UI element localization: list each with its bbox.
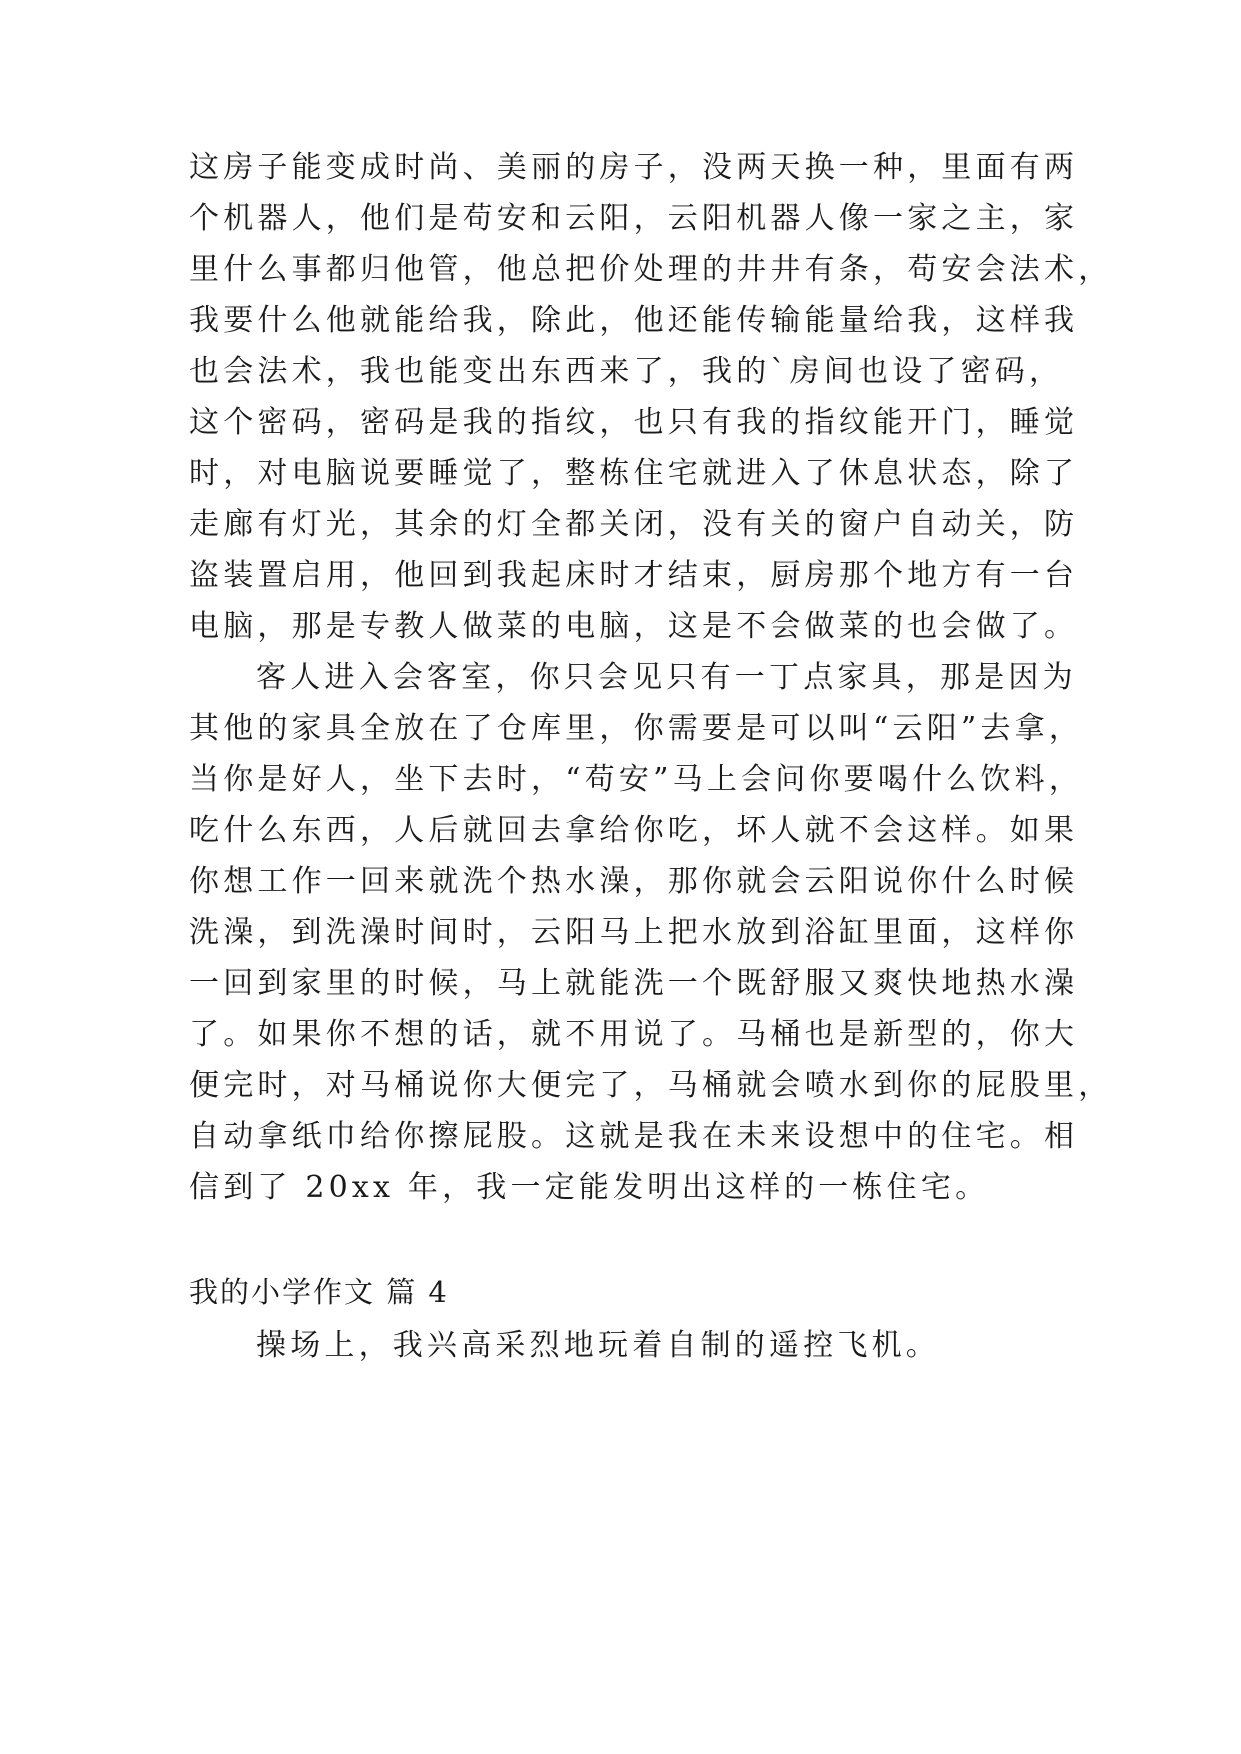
text-line: 其他的家具全放在了仓库里，你需要是可以叫“云阳”去拿， xyxy=(189,711,1084,746)
text-line: 我要什么他就能给我，除此，他还能传输能量给我，这样我 xyxy=(189,303,1079,338)
text-line: 个机器人，他们是苟安和云阳，云阳机器人像一家之主，家 xyxy=(189,201,1079,236)
text-line: 这个密码，密码是我的指纹，也只有我的指纹能开门，睡觉 xyxy=(189,405,1079,440)
text-line: 一回到家里的时候，马上就能洗一个既舒服又爽快地热水澡 xyxy=(189,966,1079,1001)
text-line: 电脑，那是专教人做菜的电脑，这是不会做菜的也会做了。 xyxy=(189,609,1079,644)
text-line: 洗澡，到洗澡时间时，云阳马上把水放到浴缸里面，这样你 xyxy=(189,915,1079,950)
text-line: 操场上，我兴高采烈地玩着自制的遥控飞机。 xyxy=(256,1328,940,1363)
text-line: 也会法术，我也能变出东西来了，我的`房间也设了密码， xyxy=(189,354,1064,389)
text-line: 盗装置启用，他回到我起床时才结束，厨房那个地方有一台 xyxy=(189,558,1079,593)
text-line: 便完时，对马桶说你大便完了，马桶就会喷水到你的屁股里， xyxy=(189,1068,1113,1103)
section-heading: 我的小学作文 篇 4 xyxy=(189,1275,449,1309)
text-line: 里什么事都归他管，他总把价处理的井井有条，苟安会法术， xyxy=(189,252,1113,287)
text-line: 客人进入会客室，你只会见只有一丁点家具，那是因为 xyxy=(256,660,1077,695)
text-line: 走廊有灯光，其余的灯全都关闭，没有关的窗户自动关，防 xyxy=(189,507,1079,542)
text-line: 当你是好人，坐下去时，“苟安”马上会问你要喝什么饮料， xyxy=(189,762,1084,797)
text-line: 自动拿纸巾给你擦屁股。这就是我在未来设想中的住宅。相 xyxy=(189,1119,1079,1154)
text-line: 信到了 20xx 年，我一定能发明出这样的一栋住宅。 xyxy=(189,1170,990,1205)
text-line: 时，对电脑说要睡觉了，整栋住宅就进入了休息状态，除了 xyxy=(189,456,1079,491)
text-line: 这房子能变成时尚、美丽的房子，没两天换一种，里面有两 xyxy=(189,150,1079,185)
text-line: 了。如果你不想的话，就不用说了。马桶也是新型的，你大 xyxy=(189,1017,1079,1052)
text-line: 你想工作一回来就洗个热水澡，那你就会云阳说你什么时候 xyxy=(189,864,1079,899)
text-line: 吃什么东西，人后就回去拿给你吃，坏人就不会这样。如果 xyxy=(189,813,1079,848)
